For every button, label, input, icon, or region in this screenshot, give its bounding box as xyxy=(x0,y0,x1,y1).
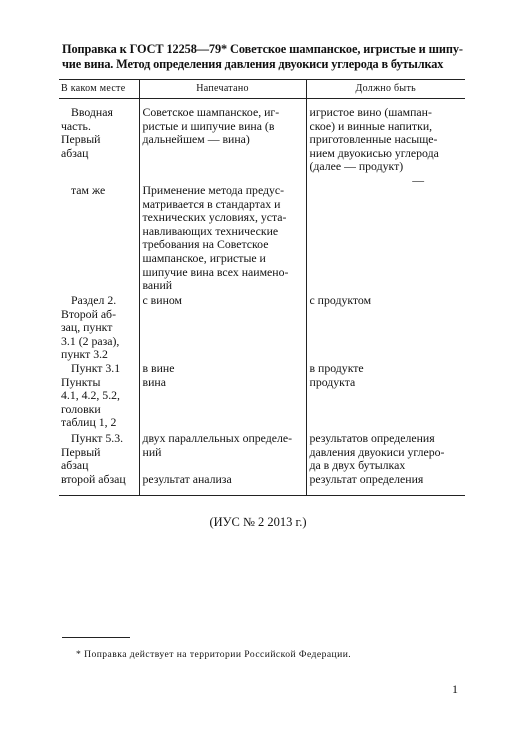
cell-where: Вводная часть. Первый абзац xyxy=(61,105,113,160)
amendment-table xyxy=(59,79,465,496)
table-header-row xyxy=(59,80,465,99)
cell-where: там же xyxy=(71,182,106,197)
table-row xyxy=(59,294,465,362)
title-line-2: чие вина. Метод определения давления двуокиси углерода в бутылках xyxy=(62,57,444,71)
cell-where: второй абзац xyxy=(61,471,126,486)
cell-should-be: в продукте продукта xyxy=(309,360,364,389)
footnote-divider xyxy=(62,637,130,638)
cell-printed: Применение метода предус- матривается в стандартах и технических условиях, уста- навливающих технические требования на Советское шампанское, игристые и шипучие вина всех наимено- ваний xyxy=(142,182,289,293)
cell-printed: с вином xyxy=(142,292,183,307)
title-line-1: Поправка к ГОСТ 12258—79* Советское шампанское, игристые и шипу- xyxy=(62,42,463,56)
column-header-where: В каком месте xyxy=(59,80,139,99)
footnote: * Поправка действует на территории Российской Федерации. xyxy=(76,649,352,660)
table-row xyxy=(59,473,465,496)
table-row xyxy=(59,174,465,294)
cell-should-be: игристое вино (шампан- ское) и винные напитки, приготовленные насыще- нием двуокисью углерода (далее — продукт) xyxy=(309,105,439,174)
table-row xyxy=(59,99,465,174)
page-number: 1 xyxy=(452,682,458,696)
cell-should-be: с продуктом xyxy=(309,292,372,307)
cell-printed: результат анализа xyxy=(142,471,232,486)
cell-printed: Советское шампанское, иг- ристые и шипучие вина (в дальнейшем — вина) xyxy=(142,105,280,147)
cell-where: Пункт 3.1 Пункты 4.1, 4.2, 5.2, головки таблиц 1, 2 xyxy=(61,360,121,430)
issue-reference: (ИУС № 2 2013 г.) xyxy=(209,515,307,529)
column-header-should-be: Должно быть xyxy=(306,80,465,99)
cell-should-be: результатов определения давления двуокиси углеро- да в двух бутылках xyxy=(309,430,445,473)
table-row xyxy=(59,362,465,432)
document-title xyxy=(62,42,462,72)
table-row xyxy=(59,432,465,473)
cell-where: Раздел 2. Второй аб- зац, пункт 3.1 (2 раза), пункт 3.2 xyxy=(61,292,120,362)
cell-should-be: — xyxy=(412,172,424,187)
cell-where: Пункт 5.3. Первый абзац xyxy=(61,430,124,473)
cell-printed: двух параллельных определе- ний xyxy=(142,430,293,459)
column-header-printed: Напечатано xyxy=(139,80,306,99)
cell-printed: в вине вина xyxy=(142,360,175,389)
cell-should-be: результат определения xyxy=(309,471,424,486)
